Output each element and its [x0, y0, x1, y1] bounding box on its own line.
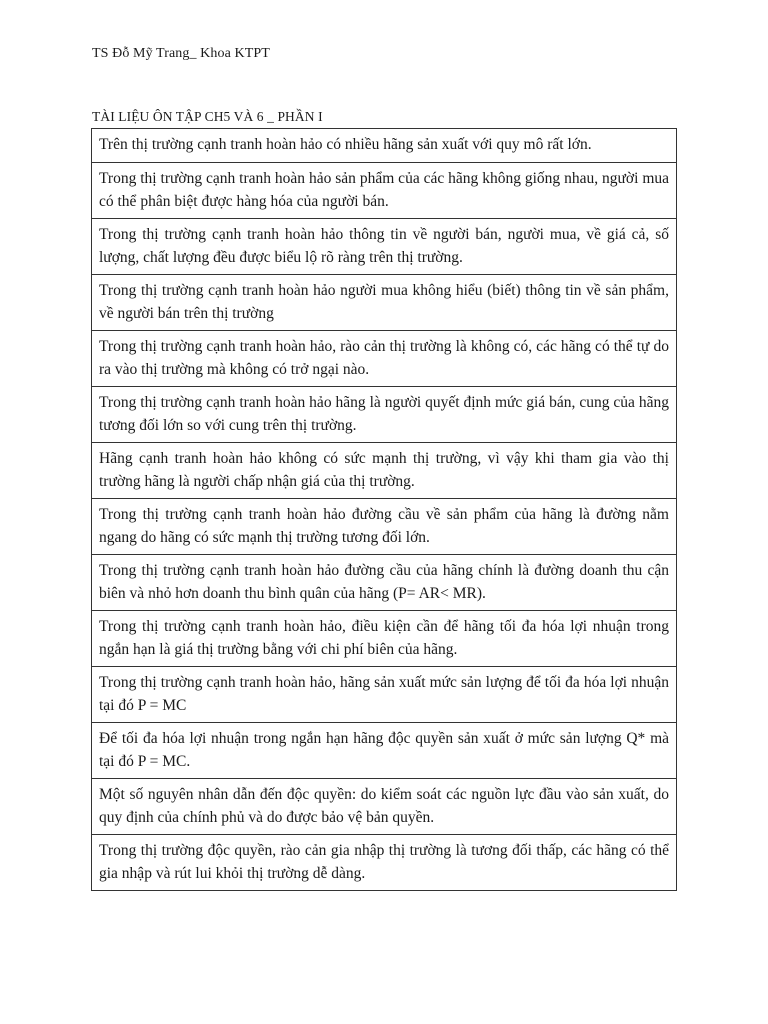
statement-cell: Trong thị trường cạnh tranh hoàn hảo người mua không hiểu (biết) thông tin về sản phẩm, về người bán trên thị trường [92, 274, 677, 330]
table-row [92, 778, 677, 834]
table-row [92, 554, 677, 610]
table-row [92, 129, 677, 163]
table-row [92, 274, 677, 330]
statement-cell: Trong thị trường cạnh tranh hoàn hảo, rào cản thị trường là không có, các hãng có thể tự do ra vào thị trường mà không có trở ngại nào. [92, 330, 677, 386]
table-row [92, 666, 677, 722]
table-row [92, 498, 677, 554]
statement-cell: Trong thị trường cạnh tranh hoàn hảo hãng là người quyết định mức giá bán, cung của hãng tương đối lớn so với cung trên thị trường. [92, 386, 677, 442]
statements-table [91, 128, 677, 891]
table-row [92, 386, 677, 442]
statement-cell: Trên thị trường cạnh tranh hoàn hảo có nhiều hãng sản xuất với quy mô rất lớn. [92, 129, 677, 163]
statement-cell: Để tối đa hóa lợi nhuận trong ngắn hạn hãng độc quyền sản xuất ở mức sản lượng Q* mà tại đó P = MC. [92, 722, 677, 778]
statement-cell: Hãng cạnh tranh hoàn hảo không có sức mạnh thị trường, vì vậy khi tham gia vào thị trường hãng là người chấp nhận giá của thị trường. [92, 442, 677, 498]
statement-cell: Trong thị trường cạnh tranh hoàn hảo, điều kiện cần để hãng tối đa hóa lợi nhuận trong ngắn hạn là giá thị trường bằng với chi phí biên của hãng. [92, 610, 677, 666]
statement-cell: Trong thị trường cạnh tranh hoàn hảo đường cầu của hãng chính là đường doanh thu cận biên và nhỏ hơn doanh thu bình quân của hãng (P= AR< MR). [92, 554, 677, 610]
statement-cell: Trong thị trường cạnh tranh hoàn hảo đường cầu về sản phẩm của hãng là đường nằm ngang do hãng có sức mạnh thị trường tương đối lớn. [92, 498, 677, 554]
statement-cell: Trong thị trường cạnh tranh hoàn hảo, hãng sản xuất mức sản lượng để tối đa hóa lợi nhuận tại đó P = MC [92, 666, 677, 722]
table-row [92, 218, 677, 274]
document-title: TÀI LIỆU ÔN TẬP CH5 VÀ 6 _ PHẦN I [92, 109, 323, 124]
statement-cell: Một số nguyên nhân dẫn đến độc quyền: do kiểm soát các nguồn lực đầu vào sản xuất, do quy định của chính phủ và do được bảo vệ bản quyền. [92, 778, 677, 834]
table-row [92, 722, 677, 778]
table-row [92, 330, 677, 386]
statement-cell: Trong thị trường cạnh tranh hoàn hảo thông tin về người bán, người mua, về giá cả, số lượng, chất lượng đều được biểu lộ rõ ràng trên thị trường. [92, 218, 677, 274]
table-row [92, 610, 677, 666]
table-row [92, 162, 677, 218]
statement-cell: Trong thị trường độc quyền, rào cản gia nhập thị trường là tương đối thấp, các hãng có thể gia nhập và rút lui khỏi thị trường dễ dàng. [92, 834, 677, 890]
author-header: TS Đỗ Mỹ Trang_ Khoa KTPT [92, 46, 270, 61]
table-row [92, 442, 677, 498]
table-row [92, 834, 677, 890]
statement-cell: Trong thị trường cạnh tranh hoàn hảo sản phẩm của các hãng không giống nhau, người mua có thể phân biệt được hàng hóa của người bán. [92, 162, 677, 218]
